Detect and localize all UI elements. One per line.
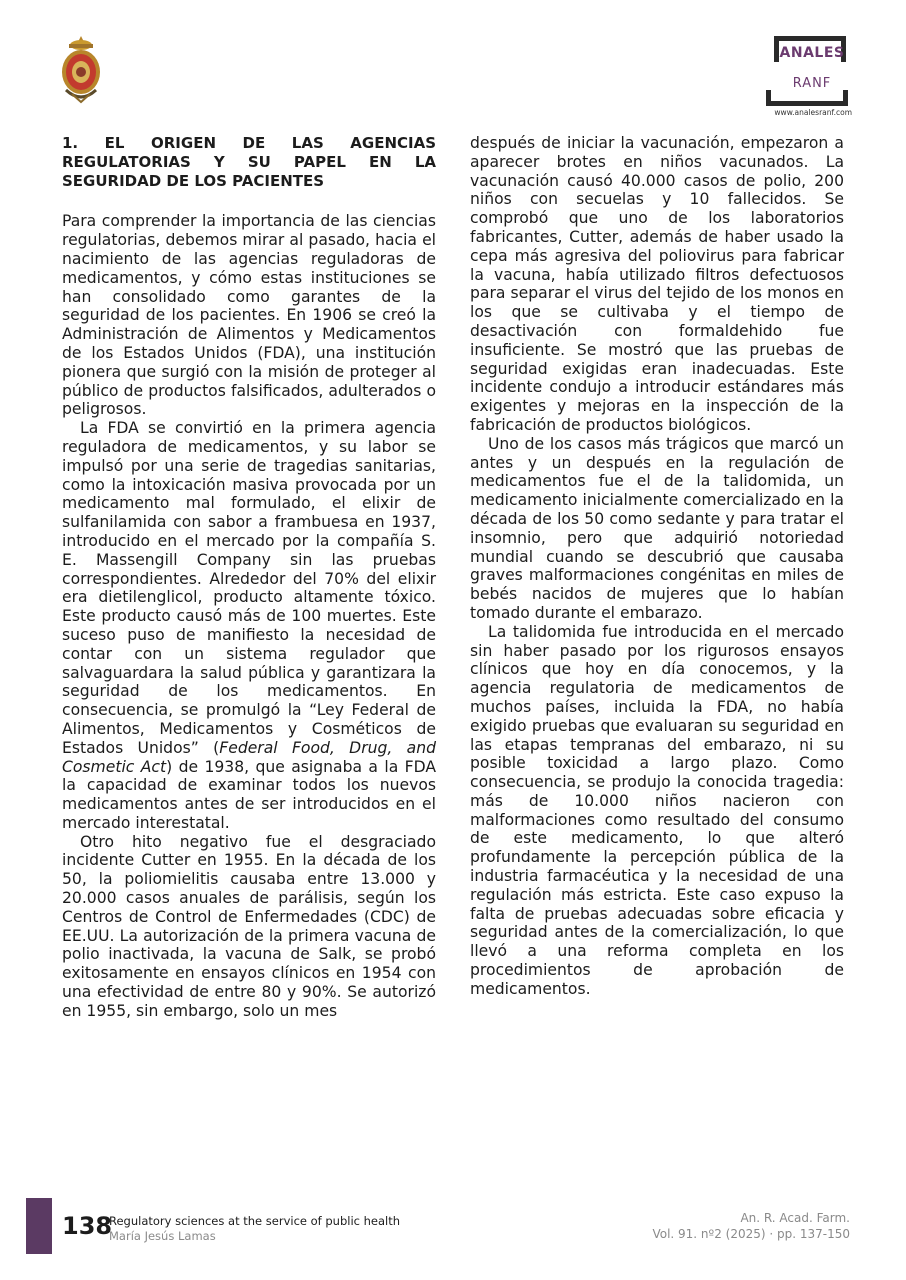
journal-citation bbox=[652, 1210, 850, 1242]
academy-crest-icon bbox=[56, 32, 106, 106]
journal-name: An. R. Acad. Farm. bbox=[740, 1211, 850, 1225]
paragraph-text: ) de 1938, que asignaba a la FDA la capacidad de examinar todos los nuevos medicamentos antes de ser introducidos en el mercado interestatal. bbox=[62, 757, 436, 832]
page-number: 138 bbox=[62, 1212, 113, 1240]
paragraph: La talidomida fue introducida en el mercado sin haber pasado por los rigurosos ensayos clínicos que hoy en día conocemos, y la agencia regulatoria de medicamentos de muchos países, incluida la FDA, no había exigido pruebas que evaluaran su seguridad en las etapas tempranas del embarazo, ni su posible toxicidad a largo plazo. Como consecuencia, se produjo la conocida tragedia: más de 10.000 niños nacieron con malformaciones como resultado del consumo de este medicamento, lo que alteró profundamente la percepción pública de la industria farmacéutica y la necesidad de una regulación más estricta. Este caso expuso la falta de pruebas adecuadas sobre eficacia y seguridad antes de la comercialización, lo que llevó a una reforma completa en los procedimientos de aprobación de medicamentos. bbox=[470, 622, 844, 998]
logo-url: www.analesranf.com bbox=[774, 108, 852, 117]
italic-act-name: Federal Food, Drug, and Cosmetic Act bbox=[62, 738, 437, 776]
logo-frame-bottom bbox=[766, 90, 848, 106]
journal-volume: Vol. 91. nº2 (2025) · pp. 137-150 bbox=[652, 1227, 850, 1241]
paragraph: Uno de los casos más trágicos que marcó un antes y un después en la regulación de medicamentos fue el de la talidomida, un medicamento inicialmente comercializado en la década de los 50 como sedante y para tratar el insomnio, pero que adquirió notoriedad mundial cuando se descubrió que causaba graves malformaciones congénitas en miles de bebés nacidos de mujeres que lo habían tomado durante el embarazo. bbox=[470, 434, 844, 622]
journal-logo bbox=[740, 36, 852, 120]
paragraph-text: La FDA se convirtió en la primera agencia reguladora de medicamentos, y su labor se impulsó por una serie de tragedias sanitarias, como la intoxicación masiva provocada por un medicamento mal formulado, el elixir de sulfanilamida con sabor a frambuesa en 1937, introducido en el mercado por la compañía S. E. Massengill Company sin las pruebas correspondientes. Alrededor del 70% del elixir era dietilenglicol, producto altamente tóxico. Este producto causó más de 100 muertes. Este suceso puso de manifiesto la necesidad de contar con un sistema regulador que salvaguardara la salud pública y garantizara la seguridad de los medicamentos. En consecuencia, se promulgó la “Ley Federal de Alimentos, Medicamentos y Cosméticos de Estados Unidos” ( bbox=[62, 419, 436, 757]
section-heading: 1. EL ORIGEN DE LAS AGENCIAS REGULATORIAS Y SU PAPEL EN LA SEGURIDAD DE LOS PACIENTES bbox=[62, 134, 436, 190]
footer-accent-bar bbox=[26, 1198, 52, 1254]
paragraph: Otro hito negativo fue el desgraciado incidente Cutter en 1955. En la década de los 50, la poliomielitis causaba entre 13.000 y 20.000 casos anuales de parálisis, según los Centros de Control de Enfermedades (CDC) de EE.UU. La autorización de la primera vacuna de polio inactivada, la vacuna de Salk, se probó exitosamente en ensayos clínicos en 1954 con una efectividad de entre 80 y 90%. Se autorizó en 1955, sin embargo, solo un mes bbox=[62, 832, 436, 1020]
article-column-right bbox=[470, 134, 844, 999]
paragraph-continued: después de iniciar la vacunación, empezaron a aparecer brotes en niños vacunados. La vacunación causó 40.000 casos de polio, 200 niños con secuelas y 10 fallecidos. Se comprobó que uno de los laboratorios fabricantes, Cutter, además de haber usado la cepa más agresiva del poliovirus para fabricar la vacuna, había utilizado filtros defectuosos para separar el virus del tejido de los monos en los que se cultivaba y el tiempo de desactivación con formaldehido fue insuficiente. Se mostró que las pruebas de seguridad exigidas eran inadecuadas. Este incidente condujo a introducir estándares más exigentes y mejoras en la inspección de la fabricación de productos biológicos. bbox=[470, 134, 844, 434]
running-title: Regulatory sciences at the service of public health bbox=[109, 1214, 401, 1228]
paragraph bbox=[62, 419, 436, 833]
logo-anales-text: ANALES bbox=[779, 45, 845, 61]
logo-ranf-text: RANF bbox=[792, 76, 832, 91]
paragraph: Para comprender la importancia de las ciencias regulatorias, debemos mirar al pasado, hacia el nacimiento de las agencias reguladoras de medicamentos, y cómo estas instituciones se han consolidado como garantes de la seguridad de los pacientes. En 1906 se creó la Administración de Alimentos y Medicamentos de los Estados Unidos (FDA), una institución pionera que surgió con la misión de proteger al público de productos falsificados, adulterados o peligrosos. bbox=[62, 212, 436, 419]
article-column-left bbox=[62, 134, 436, 1021]
running-author: María Jesús Lamas bbox=[109, 1229, 216, 1243]
